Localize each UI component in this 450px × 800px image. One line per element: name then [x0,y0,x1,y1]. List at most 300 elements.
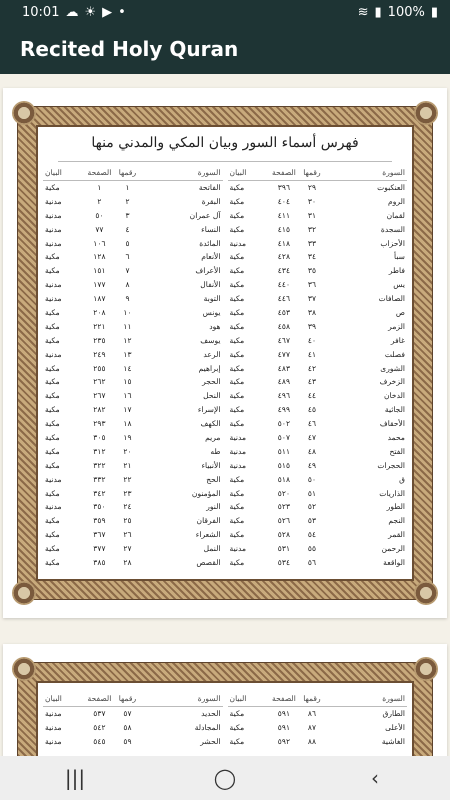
surah-number: ٥٧ [123,709,132,718]
page-number: ٥٢٣ [277,502,291,512]
table-row[interactable] [228,223,408,237]
status-bar [0,0,450,24]
column-header: البيان [45,168,62,177]
surah-number: ٣ [125,210,130,220]
column-header: رقمها [303,168,321,177]
surah-number: ١٦ [123,391,132,401]
surah-name: النمل [203,544,221,554]
surah-name: يس [393,280,405,290]
column-header: رقمها [118,168,137,177]
surah-name: النجم [388,516,405,526]
surah-number: ١٣ [123,349,132,359]
table-row[interactable] [228,306,408,320]
table-row[interactable] [228,459,408,473]
page-number: ٣٧٧ [93,544,106,554]
surah-number: ٥٤ [307,530,317,540]
revelation-type: مكية [229,474,245,484]
ornamental-frame [17,662,433,756]
surah-number: ٢٣ [123,488,132,498]
column-header: البيان [45,694,62,703]
page-number: ١٢٨ [93,252,106,262]
table-row[interactable] [228,195,408,209]
surah-name: الزخرف [379,377,405,387]
surah-number: ٣١ [307,210,317,220]
cloud-icon: ☁ [65,4,79,20]
surah-name: الذاريات [379,488,405,498]
table-row[interactable] [43,556,223,570]
table-row[interactable] [43,459,223,473]
revelation-type: مكية [229,516,245,526]
table-row[interactable] [228,389,408,403]
surah-number: ٨٨ [307,736,317,746]
surah-name: التوبة [203,294,221,304]
revelation-type: مدنية [229,544,247,554]
page-number: ٤٦٧ [277,335,291,345]
surah-name: الأنبياء [201,460,221,470]
revelation-type: مكية [229,709,245,718]
table-row[interactable] [228,362,408,376]
table-row[interactable] [43,237,223,251]
table-row[interactable] [43,375,223,389]
page-number: ٤٠٤ [277,196,291,206]
surah-name: السجدة [380,224,405,234]
surah-number: ٤٦ [307,419,317,429]
surah-number: ٤٧ [307,433,317,443]
surah-number: ٢٤ [123,502,132,512]
surah-number: ٨ [125,280,130,290]
page-number: ٥٩١ [277,709,291,718]
page-number: ١٨٧ [93,294,106,304]
revelation-type: مدنية [45,349,62,359]
table-row[interactable] [228,292,408,306]
table-row[interactable] [228,735,408,749]
page-number: ٤٣٤ [277,266,291,276]
table-row[interactable] [43,707,223,721]
column-header: الصفحة [87,168,112,177]
surah-name: البقرة [201,196,221,206]
frame-corner-ornament [414,581,438,605]
page-number: ٤٩٩ [277,405,291,415]
column-header: السورة [197,168,221,177]
index-column-right [43,691,223,756]
page-number: ٤١٨ [277,238,291,248]
table-row[interactable] [43,292,223,306]
revelation-type: مكية [45,183,60,192]
frame-corner-ornament [12,657,36,681]
table-row[interactable] [228,403,408,417]
page-number: ٣٢٢ [93,460,106,470]
status-time: 10:01 [22,4,60,20]
surah-number: ٤٨ [307,446,317,456]
table-row[interactable] [228,320,408,334]
page-number: ٥٣٧ [93,709,106,718]
revelation-type: مكية [229,196,245,206]
surah-number: ٣٥ [307,266,317,276]
signal-icon: ▮ [374,4,382,20]
frame-corner-ornament [414,657,438,681]
surah-number: ٣٨ [307,308,317,318]
dot-icon: • [118,4,126,20]
revelation-type: مكية [45,558,60,568]
surah-number: ٣٠ [307,196,317,206]
surah-name: المجادلة [194,722,221,732]
surah-number: ٥٠ [307,474,317,484]
surah-name: فاطر [388,266,405,276]
table-row[interactable] [43,223,223,237]
revelation-type: مكية [45,321,60,331]
index-column-right [43,165,223,573]
page-number: ٣٣٢ [93,474,106,484]
table-row[interactable] [228,528,408,542]
page-number: ٢٤٩ [93,349,106,359]
surah-name: الإسراء [197,405,221,415]
surah-name: الحشر [200,736,221,746]
surah-number: ٣٤ [307,252,317,262]
surah-name: فصلت [384,349,405,359]
table-row[interactable] [228,375,408,389]
table-row[interactable] [43,264,223,278]
page-number: ٢٠٨ [93,308,106,318]
table-row[interactable] [43,514,223,528]
revelation-type: مدنية [45,502,62,512]
page-number: ٢٥٥ [93,363,106,373]
surah-number: ٣٧ [307,294,317,304]
surah-name: محمد [387,433,405,443]
surah-number: ٦ [125,252,130,262]
surah-number: ٤١ [307,349,317,359]
page-number: ٣٠٥ [93,433,106,443]
surah-number: ١٢ [123,335,132,345]
table-row[interactable] [43,348,223,362]
revelation-type: مكية [229,363,245,373]
page-number: ٤٨٩ [277,377,291,387]
revelation-type: مكية [45,516,60,526]
revelation-type: مكية [45,335,60,345]
column-header: رقمها [118,694,137,703]
surah-number: ٥٨ [123,722,132,732]
table-row[interactable] [43,389,223,403]
surah-number: ٩ [125,294,130,304]
table-row[interactable] [228,348,408,362]
navigation-bar [0,756,450,800]
index-page-1 [3,88,447,618]
battery-icon: ▮ [430,4,438,20]
revelation-type: مدنية [45,736,62,746]
page-number: ٥٢٨ [277,530,291,540]
table-row[interactable] [228,721,408,735]
revelation-type: مدنية [229,433,247,443]
surah-name: آل عمران [189,210,221,220]
table-row[interactable] [43,403,223,417]
table-row[interactable] [43,528,223,542]
surah-number: ٢ [125,196,130,206]
revelation-type: مكية [229,722,245,732]
revelation-type: مدنية [45,224,62,234]
page-number: ١٠٦ [93,238,106,248]
app-bar [0,24,450,74]
revelation-type: مكية [229,266,245,276]
surah-name: الجاثية [384,405,405,415]
frame-corner-ornament [414,101,438,125]
index-panel [36,681,414,756]
table-row[interactable] [228,500,408,514]
surah-name: الرعد [203,349,221,359]
revelation-type: مكية [45,544,60,554]
table-row[interactable] [43,500,223,514]
revelation-type: مكية [45,433,60,443]
column-header: السورة [382,694,405,703]
home-button[interactable]: ◯ [213,766,237,790]
page-number: ٤٥٣ [277,308,291,318]
page-number: ٣٦٧ [93,530,106,540]
page-number: ٢٣٥ [93,335,106,345]
table-row[interactable] [43,487,223,501]
surah-name: هود [209,321,221,331]
surah-name: الفتح [389,446,405,456]
surah-number: ٥٥ [307,544,317,554]
surah-name: الحج [206,474,221,484]
column-header: السورة [197,694,221,703]
table-row[interactable] [43,195,223,209]
revelation-type: مكية [229,488,245,498]
surah-number: ٣٦ [307,280,317,290]
surah-name: سبأ [394,252,405,262]
table-row[interactable] [43,306,223,320]
table-row[interactable] [43,417,223,431]
surah-name: النساء [201,224,221,234]
revelation-type: مدنية [45,722,62,732]
surah-index-table [43,691,407,756]
revelation-type: مدنية [45,294,62,304]
table-row[interactable] [228,264,408,278]
table-row[interactable] [228,556,408,570]
surah-name: القصص [196,558,221,568]
page-number: ٥٩٢ [277,736,291,746]
page-number: ٥٠٧ [277,433,291,443]
surah-number: ٤٠ [307,335,317,345]
table-row[interactable] [228,250,408,264]
revelation-type: مدنية [45,709,62,718]
page-number: ٥٣٤ [277,558,291,568]
surah-number: ٢٠ [123,446,132,456]
table-row[interactable] [228,334,408,348]
surah-number: ٢٦ [123,530,132,540]
revelation-type: مكية [229,419,245,429]
surah-name: الطور [386,502,405,512]
page-number: ٥٤٢ [93,722,106,732]
page-number: ١٧٧ [93,280,106,290]
page-number: ١ [97,183,102,192]
revelation-type: مكية [45,530,60,540]
table-row[interactable] [43,362,223,376]
page-number: ٥١١ [277,446,291,456]
table-row[interactable] [228,542,408,556]
table-row[interactable] [43,431,223,445]
content-scroll[interactable] [0,74,450,756]
page-number: ٥٢٦ [277,516,291,526]
revelation-type: مكية [229,210,245,220]
surah-name: الفرقان [196,516,221,526]
surah-name: الواقعة [383,558,405,568]
revelation-type: مدنية [45,238,62,248]
surah-name: الطارق [382,709,405,718]
surah-number: ٥٣ [307,516,317,526]
index-column-left [228,165,408,573]
page-number: ٤١١ [277,210,291,220]
recents-button[interactable]: ||| [64,766,86,790]
surah-number: ٨٧ [307,722,317,732]
revelation-type: مكية [229,349,245,359]
revelation-type: مدنية [45,210,62,220]
revelation-type: مدنية [45,474,62,484]
revelation-type: مدنية [229,446,247,456]
surah-name: الفاتحة [198,183,221,192]
back-button[interactable]: ‹ [371,766,379,790]
table-row[interactable] [228,707,408,721]
revelation-type: مكية [45,308,60,318]
page-number: ٥٤٥ [93,736,106,746]
table-row[interactable] [228,445,408,459]
revelation-type: مكية [229,294,245,304]
surah-name: الرحمن [381,544,405,554]
table-row[interactable] [43,278,223,292]
surah-number: ٤٢ [307,363,317,373]
table-row[interactable] [43,334,223,348]
surah-number: ٥ [125,238,130,248]
table-row[interactable] [43,320,223,334]
revelation-type: مدنية [45,196,62,206]
revelation-type: مكية [45,488,60,498]
surah-name: الزمر [388,321,405,331]
page-number: ٥١٥ [277,460,291,470]
revelation-type: مكية [229,183,245,192]
table-row[interactable] [228,514,408,528]
column-header: رقمها [303,694,321,703]
surah-name: طه [210,446,221,456]
table-row[interactable] [228,278,408,292]
surah-name: الدخان [384,391,405,401]
page-number: ٢٦٧ [93,391,106,401]
surah-index-table [43,165,407,573]
page-number: ٥٣١ [277,544,291,554]
surah-number: ٤٥ [307,405,317,415]
surah-name: المائدة [199,238,221,248]
table-row[interactable] [228,417,408,431]
wifi-icon: ≋ [357,4,369,20]
page-number: ٤٧٧ [277,349,291,359]
page-number: ٣٩٦ [277,183,291,192]
index-title: فهرس أسماء السور وبيان المكي والمدني منها [58,135,392,162]
column-header: البيان [229,694,247,703]
surah-number: ٤٣ [307,377,317,387]
page-number: ٣١٢ [93,446,106,456]
table-row[interactable] [43,735,223,749]
page-number: ٤٩٦ [277,391,291,401]
surah-name: غافر [390,335,405,345]
table-header-row [43,691,223,707]
page-number: ٤٢٨ [277,252,291,262]
page-number: ١٥١ [93,266,106,276]
revelation-type: مدنية [229,460,247,470]
revelation-type: مكية [229,736,245,746]
page-number: ٣٥٩ [93,516,106,526]
revelation-type: مكية [229,321,245,331]
surah-name: الحجرات [377,460,405,470]
surah-number: ٢٥ [123,516,132,526]
surah-name: يونس [202,308,221,318]
surah-number: ٢٢ [123,474,132,484]
surah-name: الأنعام [201,252,221,262]
table-row[interactable] [43,721,223,735]
surah-number: ٥٢ [307,502,317,512]
surah-name: الغاشية [381,736,405,746]
surah-name: الأعلى [385,722,405,732]
revelation-type: مكية [45,446,60,456]
table-row[interactable] [43,181,223,195]
weather-icon: ☀ [84,4,97,20]
app-title: Recited Holy Quran [20,37,239,61]
table-header-row [228,691,408,707]
revelation-type: مكية [45,460,60,470]
surah-name: العنكبوت [377,183,405,192]
surah-name: مريم [205,433,221,443]
table-row[interactable] [43,542,223,556]
index-column-left [228,691,408,756]
revelation-type: مكية [229,280,245,290]
surah-name: ق [399,474,405,484]
page-number: ٣٤٢ [93,488,106,498]
revelation-type: مكية [229,224,245,234]
table-row[interactable] [228,431,408,445]
surah-number: ٣٩ [307,321,317,331]
surah-name: الحجر [202,377,221,387]
revelation-type: مكية [45,363,60,373]
table-row[interactable] [228,237,408,251]
page-number: ٤٥٨ [277,321,291,331]
page-number: ٣٨٥ [93,558,106,568]
table-header-row [228,165,408,181]
column-header: الصفحة [87,694,112,703]
table-row[interactable] [228,473,408,487]
surah-number: ٤٩ [307,460,317,470]
battery-percent: 100% [387,4,425,20]
table-row[interactable] [43,445,223,459]
surah-name: الأنفال [200,280,221,290]
surah-name: الشعراء [195,530,221,540]
revelation-type: مكية [45,419,60,429]
surah-number: ٣٣ [307,238,317,248]
page-number: ٤٤٦ [277,294,291,304]
index-panel [36,125,414,581]
revelation-type: مكية [229,252,245,262]
column-header: الصفحة [272,168,296,177]
table-row[interactable] [43,209,223,223]
page-number: ٤٤٠ [277,280,291,290]
surah-number: ٥١ [307,488,317,498]
page-number: ٣٥٠ [93,502,106,512]
surah-number: ١٤ [123,363,132,373]
table-row[interactable] [228,209,408,223]
table-row[interactable] [228,487,408,501]
page-number: ٧٧ [95,224,104,234]
page-number: ٢٩٣ [93,419,106,429]
revelation-type: مكية [229,335,245,345]
table-row[interactable] [228,181,408,195]
table-row[interactable] [43,250,223,264]
table-row[interactable] [43,473,223,487]
surah-number: ١٥ [123,377,132,387]
surah-name: الأحزاب [380,238,405,248]
